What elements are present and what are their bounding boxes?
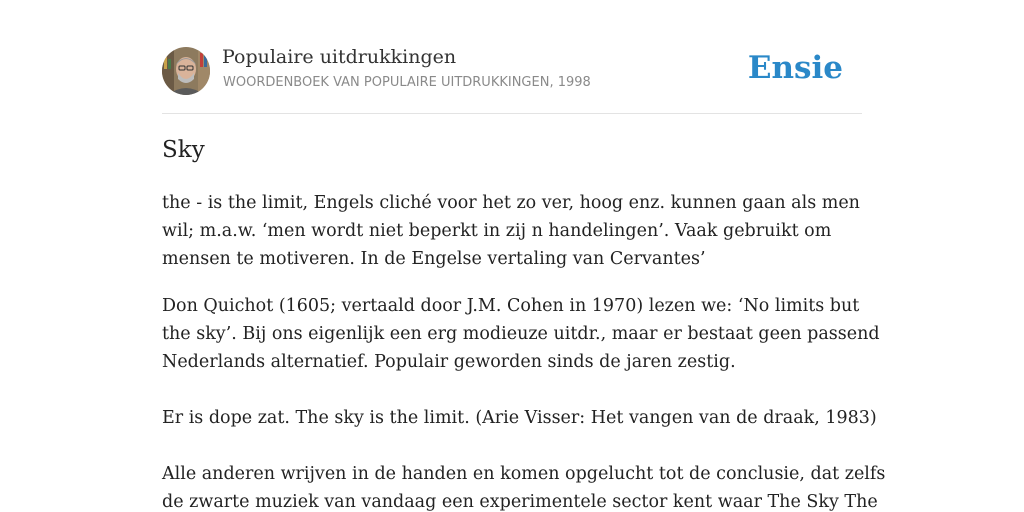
author-portrait-icon: [162, 47, 210, 95]
headword: Sky: [162, 137, 205, 163]
paragraph-2: [162, 292, 880, 376]
source-subtitle: WOORDENBOEK VAN POPULAIRE UITDRUKKINGEN, 1998: [223, 75, 591, 90]
source-title[interactable]: Populaire uitdrukkingen: [222, 46, 457, 68]
text-line: Alle anderen wrijven in de handen en komen opgelucht tot de conclusie, dat zelfs: [162, 464, 886, 484]
text-line: Er is dope zat. The sky is the limit. (Arie Visser: Het vangen van de draak, 1983): [162, 408, 877, 428]
text-line: wil; m.a.w. ‘men wordt niet beperkt in zij n handelingen’. Vaak gebruikt om: [162, 221, 832, 241]
author-avatar[interactable]: [162, 47, 210, 95]
text-line: mensen te motiveren. In de Engelse vertaling van Cervantes’: [162, 249, 706, 269]
text-line: the sky’. Bij ons eigenlijk een erg modieuze uitdr., maar er bestaat geen passend: [162, 324, 880, 344]
entry-body: [162, 189, 886, 512]
text-line: Don Quichot (1605; vertaald door J.M. Cohen in 1970) lezen we: ‘No limits but: [162, 296, 860, 316]
text-line: de zwarte muziek van vandaag een experimentele sector kent waar The Sky The: [162, 492, 878, 512]
brand-logo[interactable]: Ensie: [747, 50, 843, 86]
source-header: [162, 0, 862, 114]
text-line: the - is the limit, Engels cliché voor het zo ver, hoog enz. kunnen gaan als men: [162, 193, 860, 213]
quote-1: [162, 404, 877, 432]
paragraph-1: [162, 189, 862, 273]
entry-container: [162, 0, 886, 512]
quote-2: [162, 460, 886, 512]
text-line: Nederlands alternatief. Populair geworden sinds de jaren zestig.: [162, 352, 736, 372]
